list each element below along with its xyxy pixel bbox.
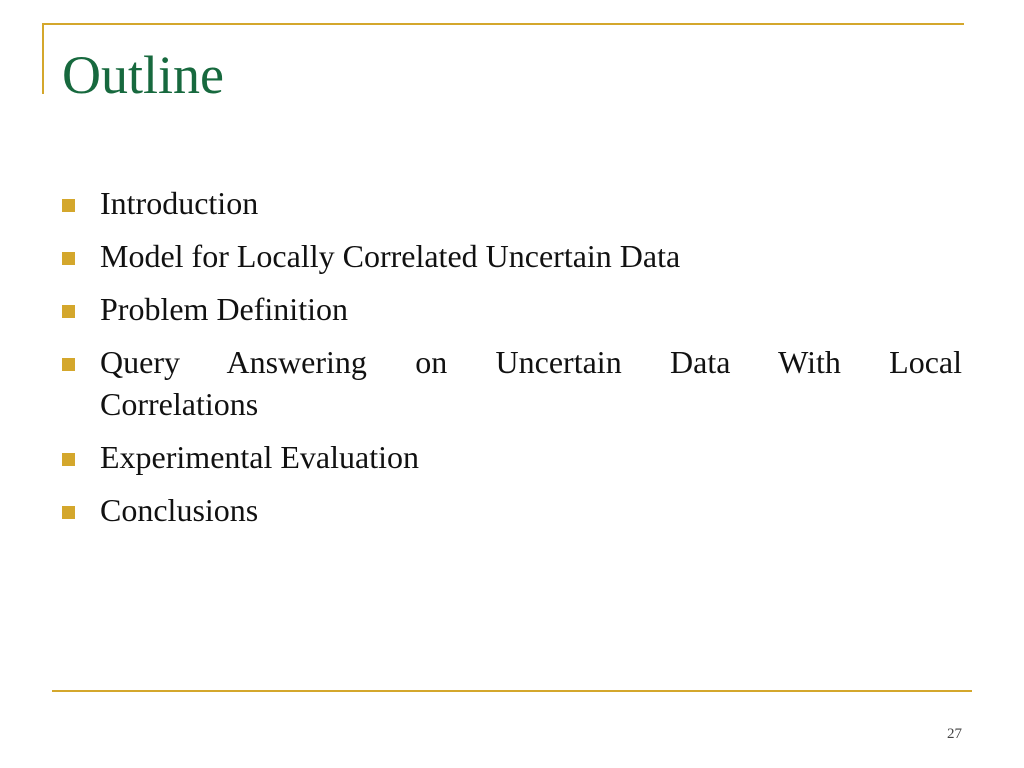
square-bullet-icon (62, 305, 75, 318)
square-bullet-icon (62, 199, 75, 212)
bullet-text: Problem Definition (100, 291, 348, 327)
footer-divider (52, 690, 972, 692)
bullet-text: Model for Locally Correlated Uncertain Data (100, 238, 681, 274)
square-bullet-icon (62, 506, 75, 519)
bullet-item-conclusions (62, 489, 962, 531)
slide-title: Outline (62, 45, 224, 105)
bullet-text: Conclusions (100, 492, 259, 528)
bullet-text: Introduction (100, 185, 259, 221)
bullet-list (62, 182, 962, 542)
bullet-item-problem-definition (62, 288, 962, 330)
square-bullet-icon (62, 453, 75, 466)
bullet-item-model (62, 235, 962, 277)
page-number: 27 (947, 726, 962, 742)
bullet-text-continuation: Correlations (100, 386, 259, 422)
bullet-item-introduction (62, 182, 962, 224)
bullet-text: Query Answering on Uncertain Data With Local (100, 344, 962, 380)
square-bullet-icon (62, 358, 75, 371)
bullet-item-experimental-evaluation (62, 436, 962, 478)
bullet-text: Experimental Evaluation (100, 439, 419, 475)
top-frame-line (42, 23, 964, 25)
bullet-item-query-answering (62, 341, 962, 425)
left-frame-line (42, 23, 44, 94)
square-bullet-icon (62, 252, 75, 265)
